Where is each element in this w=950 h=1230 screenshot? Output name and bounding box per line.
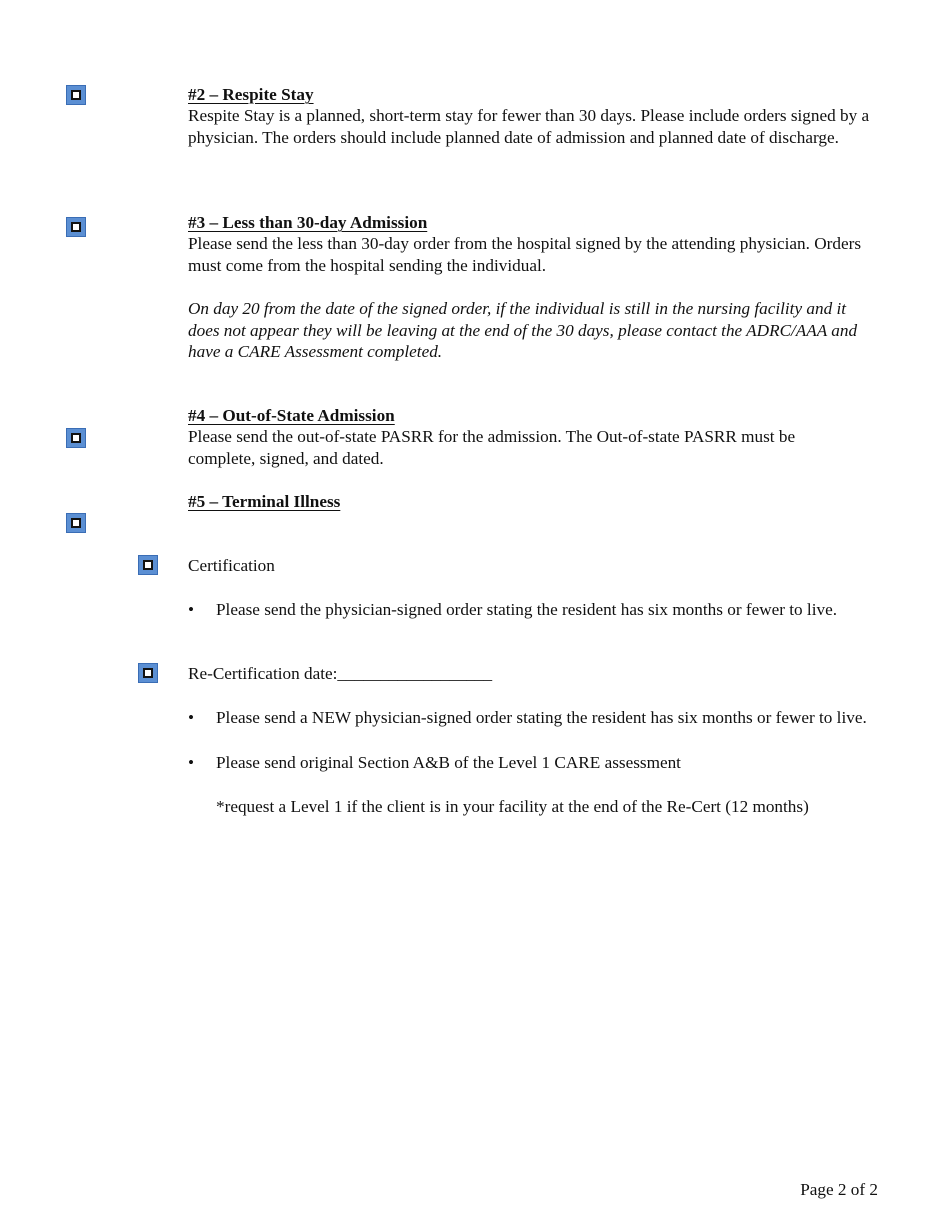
list-item	[188, 599, 878, 621]
page-number: Page 2 of 2	[800, 1180, 878, 1199]
list-item	[188, 707, 878, 729]
recertification-bullet-text: Please send original Section A&B of the Level 1 CARE assessment	[216, 753, 681, 772]
less-than-30-day-body: Please send the less than 30-day order from the hospital signed by the attending physician. Orders must come from the hospital sending the individual.	[188, 234, 862, 275]
recertification-label: Re-Certification date:__________________	[188, 664, 493, 683]
less-than-30-day-checkbox[interactable]	[66, 217, 86, 237]
respite-stay-checkbox[interactable]	[66, 85, 86, 105]
less-than-30-day-note: On day 20 from the date of the signed order, if the individual is still in the nursing facility and it does not appear they will be leaving at the end of the 30 days, please contact the ADRC/AAA and have a CARE Assessment completed.	[188, 299, 858, 362]
out-of-state-heading: #4 – Out-of-State Admission	[188, 406, 395, 425]
respite-stay-heading: #2 – Respite Stay	[188, 85, 314, 104]
out-of-state-body: Please send the out-of-state PASRR for the admission. The Out-of-state PASRR must be complete, signed, and dated.	[188, 427, 796, 468]
recertification-note: *request a Level 1 if the client is in your facility at the end of the Re-Cert (12 months)	[216, 797, 809, 816]
out-of-state-checkbox[interactable]	[66, 428, 86, 448]
certification-label: Certification	[188, 556, 275, 575]
bullet-icon: •	[188, 753, 195, 772]
terminal-illness-heading: #5 – Terminal Illness	[188, 492, 341, 511]
list-item	[188, 752, 878, 774]
bullet-icon: •	[188, 600, 195, 619]
bullet-icon: •	[188, 708, 195, 727]
recertification-checkbox[interactable]	[138, 663, 158, 683]
certification-checkbox[interactable]	[138, 555, 158, 575]
recertification-bullet-text: Please send a NEW physician-signed order stating the resident has six months or fewer to live.	[216, 708, 867, 727]
less-than-30-day-heading: #3 – Less than 30-day Admission	[188, 213, 428, 232]
certification-bullet-text: Please send the physician-signed order stating the resident has six months or fewer to live.	[216, 600, 837, 619]
terminal-illness-checkbox[interactable]	[66, 513, 86, 533]
respite-stay-body: Respite Stay is a planned, short-term stay for fewer than 30 days. Please include orders signed by a physician. The orders should include planned date of admission and planned date of discharge.	[188, 106, 870, 147]
